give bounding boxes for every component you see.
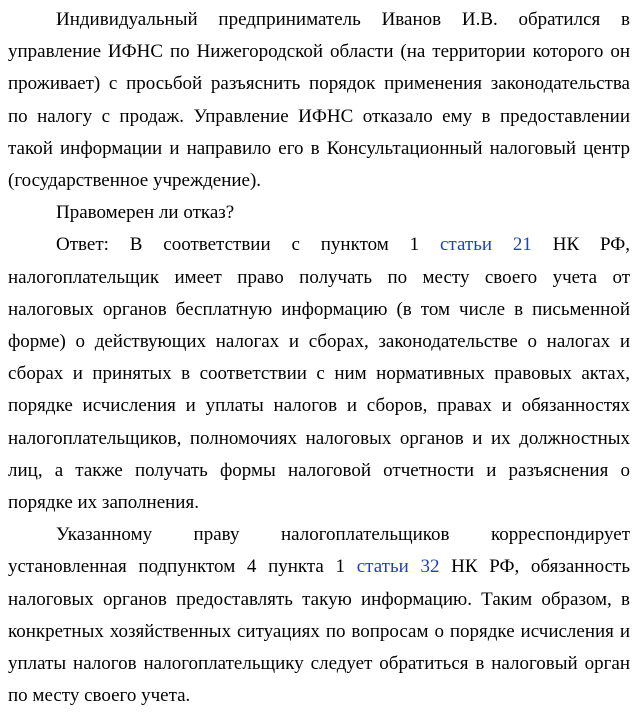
answer-text-after: НК РФ, налогоплательщик имеет право получать по месту своего учета от налоговых органов бесплатную информацию (в том числе в письменной форме) о действующих налогах и сборах, законодательстве о налогах и сборах и принятых в соответствии с ним нормативных правовых актах, порядке исчисления и уплаты налогов и сборов, правах и обязанностях налогоплательщиков, полномочиях налоговых органов и их должностных лиц, а также получать формы налоговой отчетности и разъяснения о порядке их заполнения.: [8, 234, 631, 514]
document-body: [8, 4, 630, 712]
paragraph-case-description: Индивидуальный предприниматель Иванов И.В. обратился в управление ИФНС по Нижегородской области (на территории которого он проживает) с просьбой разъяснить порядок применения законодательства по налогу с продаж. Управление ИФНС отказало ему в предоставлении такой информации и направило его в Консультационный налоговый центр (государственное учреждение).: [8, 9, 630, 192]
obligation-text-before: Указанному праву налогоплательщиков корреспондирует установленная подпунктом 4 пункта 1: [8, 524, 630, 578]
answer-text-before: Ответ: В соответствии с пунктом 1: [56, 234, 440, 256]
link-article-21[interactable]: статьи 21: [440, 234, 532, 256]
obligation-text-after: НК РФ, обязанность налоговых органов предоставлять такую информацию. Таким образом, в конкретных хозяйственных ситуациях по вопросам о порядке исчисления и уплаты налогов налогоплательщику следует обратиться в налоговый орган по месту своего учета.: [8, 556, 630, 707]
paragraph-answer: [8, 229, 630, 519]
paragraph-question: Правомерен ли отказ?: [56, 202, 235, 224]
link-article-32[interactable]: статьи 32: [356, 556, 440, 578]
paragraph-obligation: [8, 519, 630, 712]
